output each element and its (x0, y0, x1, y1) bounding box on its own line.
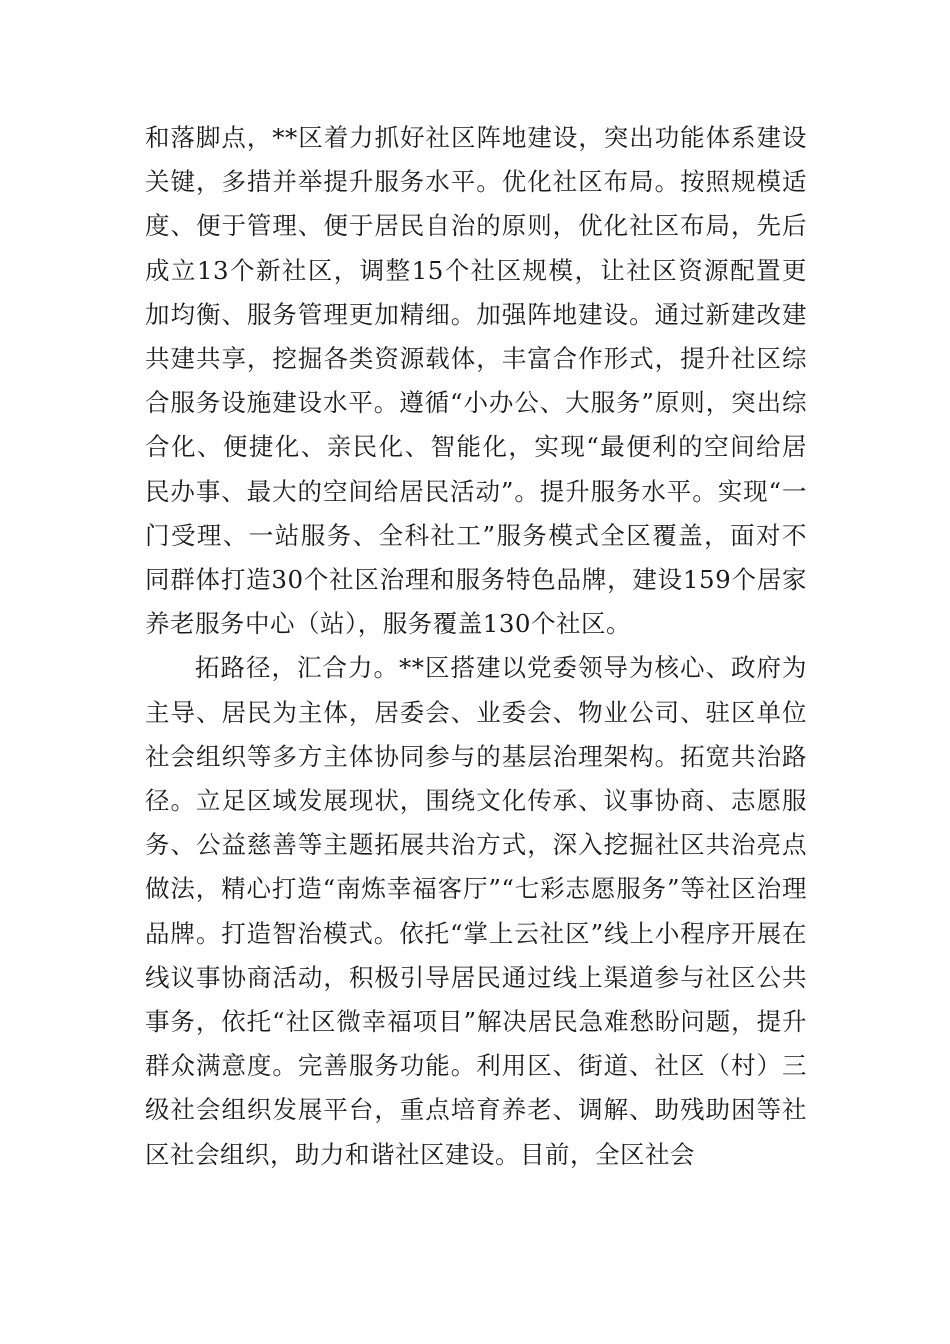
paragraph-community-positions: 和落脚点，**区着力抓好社区阵地建设，突出功能体系建设关键，多措并举提升服务水平。优化社区布局。按照规模适度、便于管理、便于居民自治的原则，优化社区布局，先后成立13个新社区，调整15个社区规模，让社区资源配置更加均衡、服务管理更加精细。加强阵地建设。通过新建改建共建共享，挖掘各类资源载体，丰富合作形式，提升社区综合服务设施建设水平。遵循“小办公、大服务”原则，突出综合化、便捷化、亲民化、智能化，实现“最便利的空间给居民办事、最大的空间给居民活动”。提升服务水平。实现“一门受理、一站服务、全科社工”服务模式全区覆盖，面对不同群体打造30个社区治理和服务特色品牌，建设159个居家养老服务中心（站），服务覆盖130个社区。 (145, 123, 807, 639)
document-body (145, 116, 807, 1177)
paragraph-expand-pathways: 拓路径，汇合力。**区搭建以党委领导为核心、政府为主导、居民为主体，居委会、业委会、物业公司、驻区单位社会组织等多方主体协同参与的基层治理架构。拓宽共治路径。立足区域发展现状，围绕文化传承、议事协商、志愿服务、公益慈善等主题拓展共治方式，深入挖掘社区共治亮点做法，精心打造“南炼幸福客厅”“七彩志愿服务”等社区治理品牌。打造智治模式。依托“掌上云社区”线上小程序开展在线议事协商活动，积极引导居民通过线上渠道参与社区公共事务，依托“社区微幸福项目”解决居民急难愁盼问题，提升群众满意度。完善服务功能。利用区、街道、社区（村）三级社会组织发展平台，重点培育养老、调解、助残助困等社区社会组织，助力和谐社区建设。目前，全区社会 (145, 653, 807, 1169)
